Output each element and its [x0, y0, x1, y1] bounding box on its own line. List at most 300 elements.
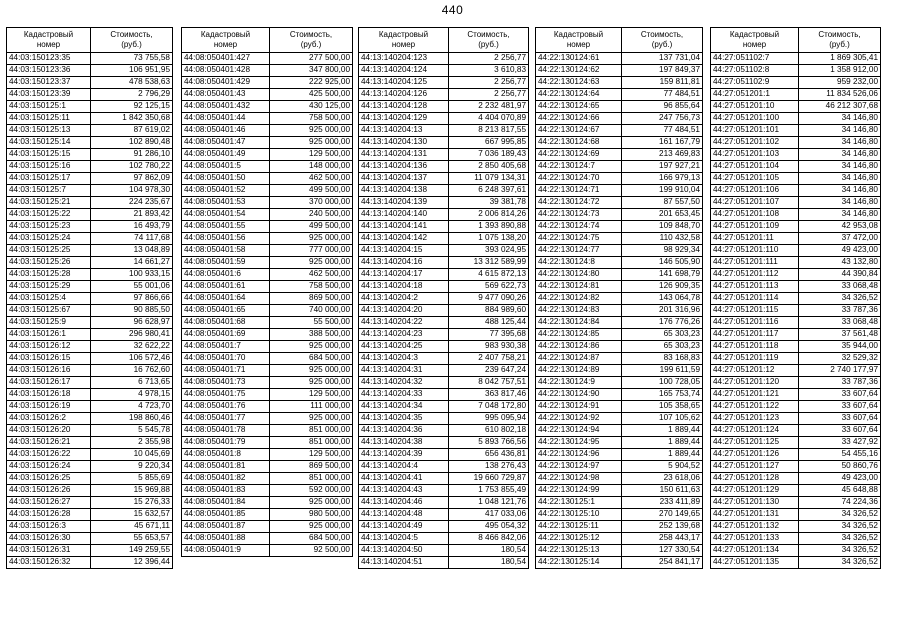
cadastral-number: 44:03:150125:4: [7, 293, 91, 305]
cost-value: 213 469,83: [622, 149, 703, 161]
cadastral-number: 44:08:050401:59: [182, 257, 270, 269]
cost-value: 277 500,00: [270, 53, 353, 65]
table-row: [711, 437, 881, 449]
cadastral-table-5: [710, 27, 881, 569]
cost-value: 176 776,26: [622, 317, 703, 329]
table-row: [711, 509, 881, 521]
cost-value: 92 500,00: [270, 545, 353, 557]
table-row: [711, 221, 881, 233]
table-row: [7, 101, 173, 113]
table-row: [711, 77, 881, 89]
cost-value: 758 500,00: [270, 113, 353, 125]
cadastral-number: 44:03:150125:7: [7, 185, 91, 197]
cost-value: 201 653,45: [622, 209, 703, 221]
cadastral-number: 44:03:150125:17: [7, 173, 91, 185]
cost-value: 138 276,43: [449, 461, 529, 473]
cadastral-number: 44:22:130125:1: [536, 497, 622, 509]
cost-value: 127 330,54: [622, 545, 703, 557]
table-header-row: [536, 28, 703, 53]
cadastral-number: 44:22:130124:66: [536, 113, 622, 125]
cost-value: 83 168,83: [622, 353, 703, 365]
cadastral-number: 44:27:051201:124: [711, 425, 799, 437]
cost-value: 33 787,36: [799, 305, 881, 317]
cost-value: 370 000,00: [270, 197, 353, 209]
table-row: [182, 149, 353, 161]
table-row: [7, 557, 173, 569]
cadastral-number: 44:27:051102:7: [711, 53, 799, 65]
cost-value: 73 755,58: [91, 53, 173, 65]
cadastral-number: 44:08:050401:50: [182, 173, 270, 185]
cost-value: 1 869 305,41: [799, 53, 881, 65]
cost-value: 34 326,52: [799, 521, 881, 533]
table-row: [7, 137, 173, 149]
table-row: [7, 77, 173, 89]
cost-value: 925 000,00: [270, 125, 353, 137]
table-row: [359, 437, 529, 449]
table-row: [711, 257, 881, 269]
cadastral-number: 44:27:051201:128: [711, 473, 799, 485]
cost-value: 32 529,32: [799, 353, 881, 365]
table-row: [711, 557, 881, 569]
cadastral-number: 44:27:051201:100: [711, 113, 799, 125]
table-row: [536, 329, 703, 341]
cost-value: 87 557,50: [622, 197, 703, 209]
table-row: [536, 377, 703, 389]
cost-value: 499 500,00: [270, 221, 353, 233]
table-row: [536, 257, 703, 269]
cadastral-number: 44:03:150126:26: [7, 485, 91, 497]
table-row: [536, 173, 703, 185]
cost-value: 869 500,00: [270, 293, 353, 305]
cost-value: 1 753 855,49: [449, 485, 529, 497]
cost-value: 43 132,80: [799, 257, 881, 269]
table-row: [536, 149, 703, 161]
cadastral-number: 44:13:140204:141: [359, 221, 449, 233]
cadastral-number: 44:22:130124:73: [536, 209, 622, 221]
cadastral-number: 44:22:130124:97: [536, 461, 622, 473]
table-row: [7, 509, 173, 521]
table-row: [359, 257, 529, 269]
cadastral-number: 44:27:051201:132: [711, 521, 799, 533]
cost-value: 16 493,79: [91, 221, 173, 233]
cost-value: 45 671,11: [91, 521, 173, 533]
table-row: [536, 233, 703, 245]
cadastral-number: 44:22:130125:14: [536, 557, 622, 569]
cost-value: 129 500,00: [270, 149, 353, 161]
cadastral-number: 44:13:140204:142: [359, 233, 449, 245]
cadastral-number: 44:27:051102:9: [711, 77, 799, 89]
cadastral-number: 44:08:050401:56: [182, 233, 270, 245]
table-row: [182, 89, 353, 101]
cost-value: 388 500,00: [270, 329, 353, 341]
header-cadastral-number-line: Кадастровый: [729, 30, 780, 39]
cadastral-number: 44:22:130124:84: [536, 317, 622, 329]
cadastral-number: 44:22:130124:87: [536, 353, 622, 365]
cadastral-number: 44:22:130124:96: [536, 449, 622, 461]
cadastral-number: 44:13:140204:22: [359, 317, 449, 329]
table-row: [536, 545, 703, 557]
table-row: [711, 497, 881, 509]
cadastral-number: 44:27:051201:111: [711, 257, 799, 269]
table-row: [7, 209, 173, 221]
cadastral-number: 44:22:130124:61: [536, 53, 622, 65]
cost-value: 97 862,09: [91, 173, 173, 185]
cadastral-number: 44:27:051201:123: [711, 413, 799, 425]
cost-value: 55 653,57: [91, 533, 173, 545]
cadastral-number: 44:22:130125:11: [536, 521, 622, 533]
table-row: [711, 365, 881, 377]
table-row: [182, 281, 353, 293]
cost-value: 959 232,00: [799, 77, 881, 89]
cost-value: 201 316,96: [622, 305, 703, 317]
cadastral-number: 44:27:051201:104: [711, 161, 799, 173]
table-row: [7, 89, 173, 101]
cadastral-number: 44:03:150125:28: [7, 269, 91, 281]
cost-value: 19 660 729,87: [449, 473, 529, 485]
cost-value: 13 312 589,99: [449, 257, 529, 269]
cost-value: 148 000,00: [270, 161, 353, 173]
cadastral-number: 44:27:051201:121: [711, 389, 799, 401]
table-row: [711, 173, 881, 185]
page-number: 440: [441, 3, 464, 17]
cost-value: 684 500,00: [270, 353, 353, 365]
table-row: [536, 221, 703, 233]
table-row: [536, 557, 703, 569]
cost-value: 146 505,90: [622, 257, 703, 269]
table-row: [359, 509, 529, 521]
table-row: [536, 521, 703, 533]
cadastral-number: 44:22:130124:69: [536, 149, 622, 161]
cost-value: 106 951,95: [91, 65, 173, 77]
header-cadastral-number: [359, 28, 449, 53]
cost-value: 9 220,34: [91, 461, 173, 473]
table-row: [7, 221, 173, 233]
table-row: [182, 257, 353, 269]
cost-value: 34 146,80: [799, 197, 881, 209]
table-row: [536, 197, 703, 209]
header-cadastral-number-line: номер: [213, 40, 238, 49]
cost-value: 32 622,22: [91, 341, 173, 353]
table-row: [359, 377, 529, 389]
table-row: [711, 209, 881, 221]
table-row: [359, 233, 529, 245]
cadastral-number: 44:27:051201:134: [711, 545, 799, 557]
header-cadastral-number-line: номер: [566, 40, 591, 49]
table-row: [711, 485, 881, 497]
table-row: [359, 137, 529, 149]
table-row: [711, 245, 881, 257]
cost-value: 2 256,77: [449, 89, 529, 101]
cadastral-table-4: [535, 27, 703, 569]
cost-value: 104 978,30: [91, 185, 173, 197]
cadastral-number: 44:13:140204:3: [359, 353, 449, 365]
cadastral-number: 44:08:050401:54: [182, 209, 270, 221]
cadastral-number: 44:22:130124:65: [536, 101, 622, 113]
cost-value: 33 068,48: [799, 281, 881, 293]
table-header-row: [711, 28, 881, 53]
cadastral-number: 44:22:130124:86: [536, 341, 622, 353]
cadastral-table-2: [181, 27, 353, 557]
cost-value: 55 001,06: [91, 281, 173, 293]
cadastral-number: 44:03:150125:21: [7, 197, 91, 209]
cost-value: 2 355,98: [91, 437, 173, 449]
cost-value: 77 395,68: [449, 329, 529, 341]
table-row: [182, 113, 353, 125]
cadastral-number: 44:03:150123:37: [7, 77, 91, 89]
table-row: [536, 317, 703, 329]
table-row: [182, 353, 353, 365]
cadastral-number: 44:13:140204:31: [359, 365, 449, 377]
table-row: [536, 281, 703, 293]
table-row: [7, 401, 173, 413]
cadastral-number: 44:08:050401:81: [182, 461, 270, 473]
cost-value: 45 648,88: [799, 485, 881, 497]
table-row: [536, 425, 703, 437]
table-row: [7, 233, 173, 245]
cost-value: 851 000,00: [270, 437, 353, 449]
table-row: [711, 281, 881, 293]
table-row: [182, 197, 353, 209]
cadastral-number: 44:13:140204:140: [359, 209, 449, 221]
table-row: [7, 353, 173, 365]
cadastral-number: 44:03:150125:14: [7, 137, 91, 149]
cost-value: 233 411,89: [622, 497, 703, 509]
table-row: [7, 449, 173, 461]
cost-value: 105 358,65: [622, 401, 703, 413]
table-row: [182, 77, 353, 89]
cost-value: 462 500,00: [270, 173, 353, 185]
cadastral-number: 44:13:140204:41: [359, 473, 449, 485]
cost-value: 55 500,00: [270, 317, 353, 329]
table-row: [711, 413, 881, 425]
cost-value: 222 925,00: [270, 77, 353, 89]
table-row: [182, 545, 353, 557]
cadastral-number: 44:08:050401:77: [182, 413, 270, 425]
cadastral-number: 44:27:051201:126: [711, 449, 799, 461]
cost-value: 100 933,15: [91, 269, 173, 281]
table-row: [7, 497, 173, 509]
header-cost-line: Стоимость,: [110, 30, 153, 39]
cadastral-number: 44:27:051201:125: [711, 437, 799, 449]
cadastral-number: 44:27:051201:122: [711, 401, 799, 413]
cadastral-number: 44:03:150126:2: [7, 413, 91, 425]
cadastral-number: 44:08:050401:58: [182, 245, 270, 257]
table-row: [711, 461, 881, 473]
cost-value: 159 811,81: [622, 77, 703, 89]
table-row: [359, 293, 529, 305]
cost-value: 39 381,78: [449, 197, 529, 209]
table-row: [7, 149, 173, 161]
cadastral-number: 44:13:140204:2: [359, 293, 449, 305]
table-row: [7, 281, 173, 293]
table-row: [182, 389, 353, 401]
cost-value: 240 500,00: [270, 209, 353, 221]
cadastral-number: 44:13:140204:13: [359, 125, 449, 137]
header-cadastral-number-line: номер: [742, 40, 767, 49]
table-row: [711, 329, 881, 341]
cost-value: 569 622,73: [449, 281, 529, 293]
header-cost: [449, 28, 529, 53]
table-row: [711, 401, 881, 413]
cost-value: 2 407 758,21: [449, 353, 529, 365]
header-cadastral-number: [711, 28, 799, 53]
cost-value: 77 484,51: [622, 89, 703, 101]
table-row: [536, 125, 703, 137]
cadastral-number: 44:27:051201:105: [711, 173, 799, 185]
cadastral-number: 44:27:051201:10: [711, 101, 799, 113]
table-row: [182, 437, 353, 449]
table-row: [536, 53, 703, 65]
header-cadastral-number-line: Кадастровый: [23, 30, 74, 39]
cadastral-number: 44:27:051201:103: [711, 149, 799, 161]
cadastral-number: 44:08:050401:78: [182, 425, 270, 437]
table-row: [359, 269, 529, 281]
cost-value: 106 572,46: [91, 353, 173, 365]
table-row: [536, 293, 703, 305]
cost-value: 100 728,05: [622, 377, 703, 389]
cadastral-number: 44:03:150125:26: [7, 257, 91, 269]
cadastral-number: 44:03:150126:31: [7, 545, 91, 557]
cost-value: 180,54: [449, 557, 529, 569]
cost-value: 4 615 872,13: [449, 269, 529, 281]
cost-value: 149 259,55: [91, 545, 173, 557]
table-row: [7, 473, 173, 485]
cost-value: 15 632,57: [91, 509, 173, 521]
cadastral-number: 44:27:051201:106: [711, 185, 799, 197]
cost-value: 499 500,00: [270, 185, 353, 197]
cadastral-number: 44:27:051201:127: [711, 461, 799, 473]
cost-value: 141 698,79: [622, 269, 703, 281]
table-row: [7, 377, 173, 389]
cadastral-number: 44:22:130124:62: [536, 65, 622, 77]
cost-value: 143 064,78: [622, 293, 703, 305]
cost-value: 107 105,62: [622, 413, 703, 425]
cost-value: 592 000,00: [270, 485, 353, 497]
table-row: [182, 137, 353, 149]
table-row: [182, 233, 353, 245]
table-row: [182, 305, 353, 317]
cost-value: 925 000,00: [270, 413, 353, 425]
cost-value: 49 423,00: [799, 473, 881, 485]
cadastral-number: 44:22:130124:68: [536, 137, 622, 149]
header-cadastral-number-line: номер: [391, 40, 416, 49]
cadastral-number: 44:08:050401:427: [182, 53, 270, 65]
table-row: [359, 221, 529, 233]
cost-value: 180,54: [449, 545, 529, 557]
table-row: [359, 413, 529, 425]
cadastral-number: 44:13:140204:32: [359, 377, 449, 389]
cost-value: 97 866,66: [91, 293, 173, 305]
cadastral-number: 44:03:150125:15: [7, 149, 91, 161]
table-row: [182, 173, 353, 185]
cadastral-number: 44:27:051201:108: [711, 209, 799, 221]
cadastral-number: 44:13:140204:23: [359, 329, 449, 341]
cost-value: 98 929,34: [622, 245, 703, 257]
table-row: [359, 341, 529, 353]
cost-value: 34 146,80: [799, 209, 881, 221]
cadastral-number: 44:08:050401:53: [182, 197, 270, 209]
cadastral-number: 44:03:150126:20: [7, 425, 91, 437]
cost-value: 34 146,80: [799, 161, 881, 173]
cost-value: 925 000,00: [270, 137, 353, 149]
cost-value: 980 500,00: [270, 509, 353, 521]
cost-value: 684 500,00: [270, 533, 353, 545]
header-cadastral-number: [536, 28, 622, 53]
cadastral-number: 44:27:051102:8: [711, 65, 799, 77]
cost-value: 252 139,68: [622, 521, 703, 533]
cadastral-number: 44:08:050401:46: [182, 125, 270, 137]
table-row: [711, 233, 881, 245]
table-row: [359, 329, 529, 341]
cadastral-number: 44:03:150126:21: [7, 437, 91, 449]
cadastral-table-3: [358, 27, 529, 569]
table-row: [536, 245, 703, 257]
table-row: [359, 521, 529, 533]
cadastral-number: 44:08:050401:428: [182, 65, 270, 77]
cost-value: 1 889,44: [622, 425, 703, 437]
cost-value: 12 396,44: [91, 557, 173, 569]
cadastral-number: 44:08:050401:87: [182, 521, 270, 533]
table-row: [536, 473, 703, 485]
table-row: [359, 53, 529, 65]
cadastral-number: 44:08:050401:71: [182, 365, 270, 377]
table-row: [359, 401, 529, 413]
cost-value: 34 146,80: [799, 149, 881, 161]
header-cost-line: Стоимость,: [289, 30, 333, 39]
table-row: [182, 377, 353, 389]
table-row: [182, 461, 353, 473]
cost-value: 239 647,24: [449, 365, 529, 377]
cost-value: 34 326,52: [799, 293, 881, 305]
table-row: [359, 149, 529, 161]
table-row: [711, 125, 881, 137]
table-row: [711, 113, 881, 125]
table-row: [182, 209, 353, 221]
table-row: [359, 161, 529, 173]
cost-value: 126 909,35: [622, 281, 703, 293]
table-row: [711, 149, 881, 161]
cadastral-number: 44:27:051201:11: [711, 233, 799, 245]
cost-value: 197 849,37: [622, 65, 703, 77]
cost-value: 74 117,68: [91, 233, 173, 245]
cadastral-number: 44:13:140204:50: [359, 545, 449, 557]
table-row: [7, 257, 173, 269]
cost-value: 758 500,00: [270, 281, 353, 293]
table-row: [711, 137, 881, 149]
table-row: [7, 341, 173, 353]
cost-value: 393 024,95: [449, 245, 529, 257]
cadastral-number: 44:03:150126:30: [7, 533, 91, 545]
cost-value: 462 500,00: [270, 269, 353, 281]
table-row: [711, 425, 881, 437]
cadastral-number: 44:27:051201:107: [711, 197, 799, 209]
table-row: [182, 449, 353, 461]
table-row: [182, 365, 353, 377]
table-row: [711, 545, 881, 557]
cost-value: 33 607,64: [799, 413, 881, 425]
cadastral-number: 44:08:050401:43: [182, 89, 270, 101]
table-row: [359, 77, 529, 89]
cost-value: 2 256,77: [449, 53, 529, 65]
cost-value: 363 817,46: [449, 389, 529, 401]
cadastral-number: 44:13:140204:16: [359, 257, 449, 269]
cadastral-number: 44:22:130124:67: [536, 125, 622, 137]
cost-value: 8 213 817,55: [449, 125, 529, 137]
table-row: [711, 317, 881, 329]
table-row: [536, 413, 703, 425]
cost-value: 1 842 350,68: [91, 113, 173, 125]
cost-value: 851 000,00: [270, 425, 353, 437]
